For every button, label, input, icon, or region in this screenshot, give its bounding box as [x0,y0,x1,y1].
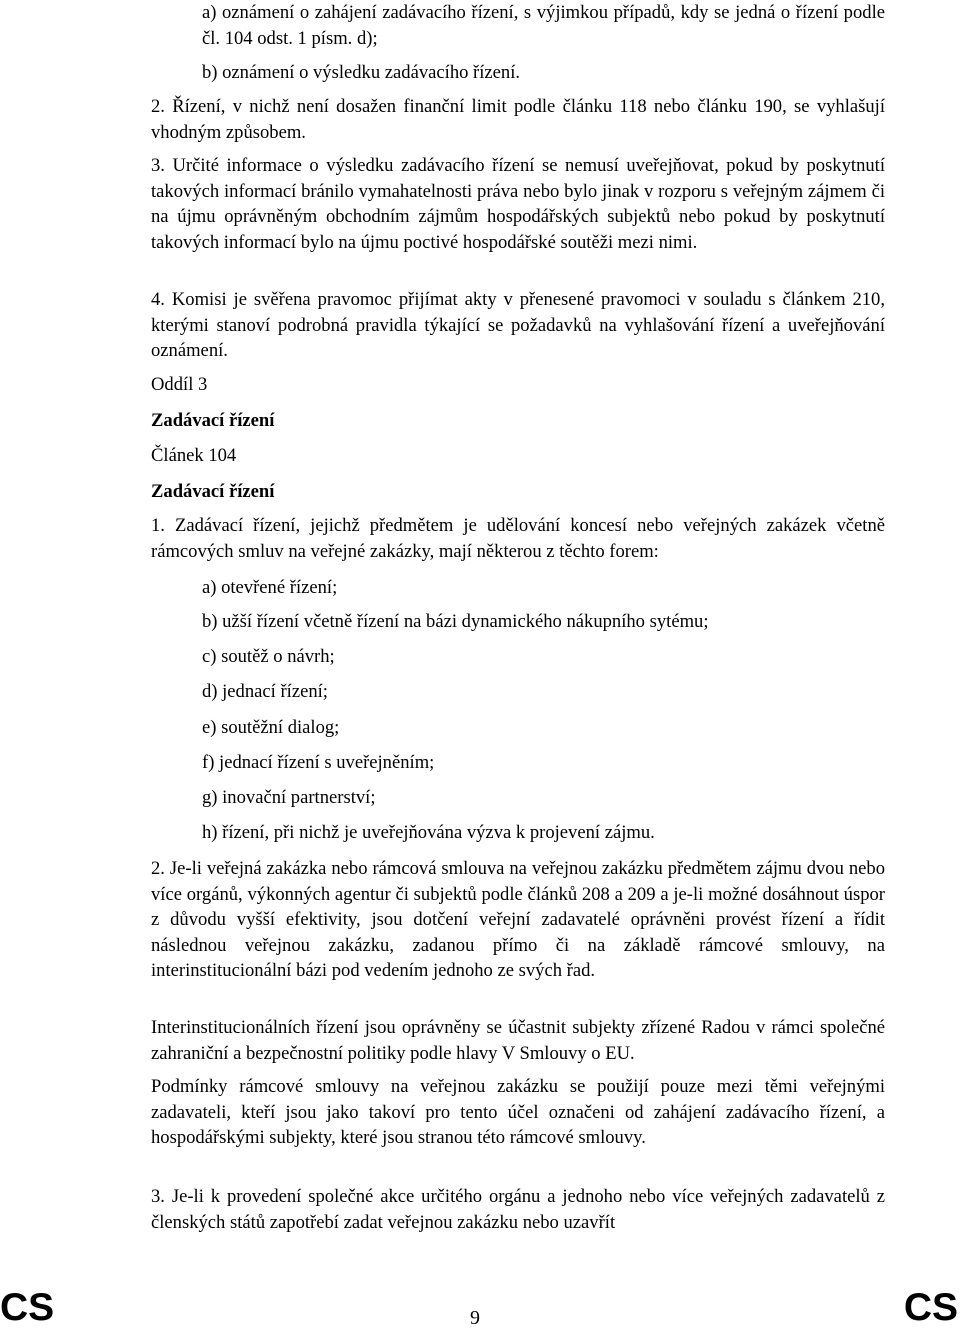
paragraph-4: 4. Komisi je svěřena pravomoc přijímat akty v přenesené pravomoci v souladu s článkem 210, kterými stanoví podrobná pravidla týkající se požadavků na vyhlašování řízení a uveřejňování oznámení. [151,289,885,361]
form-item-e: e) soutěžní dialog; [202,717,340,738]
form-item-g: g) inovační partnerství; [202,787,376,808]
footer-language-right: CS [903,1286,958,1329]
page-number: 9 [470,1307,480,1329]
form-item-h: h) řízení, při nichž je uveřejňována výzva k projevení zájmu. [202,822,655,843]
form-item-d: d) jednací řízení; [202,681,328,702]
framework-paragraph: Podmínky rámcové smlouvy na veřejnou zakázku se použijí pouze mezi těmi veřejnými zadavateli, kteří jsou jako takoví pro tento účel označeni od zahájení zadávacího řízení, a hospodářskými subjekty, které jsou stranou této rámcové smlouvy. [151,1076,885,1148]
form-item-a: a) otevřené řízení; [202,577,338,598]
article-paragraph-2: 2. Je-li veřejná zakázka nebo rámcová smlouva na veřejnou zakázku předmětem zájmu dvou nebo více orgánů, výkonných agentur či subjektů podle článků 208 a 209 a je-li možné dosáhnout úspor z důvodu vyšší efektivity, jsou dotčení veřejní zadavatelé oprávněni provést řízení a řídit následnou veřejnou zakázku, zadanou přímo či na základě rámcové smlouvy, na interinstitucionální bázi pod vedením jednoho ze svých řad. [151,858,885,981]
article-title: Zadávací řízení [151,481,275,502]
article-paragraph-3: 3. Je-li k provedení společné akce určitého orgánu a jednoho nebo více veřejných zadavatelů z členských států zapotřebí zadat veřejnou zakázku nebo uzavřít [151,1186,885,1233]
footer-language-left: CS [0,1286,55,1329]
paragraph-2: 2. Řízení, v nichž není dosažen finanční limit podle článku 118 nebo článku 190, se vyhlašují vhodným způsobem. [151,96,885,143]
paragraph-3: 3. Určité informace o výsledku zadávacího řízení se nemusí uveřejňovat, pokud by poskytnutí takových informací bránilo vymahatelnosti práva nebo bylo jinak v rozporu s veřejným zájmem či na újmu oprávněným obchodním zájmům hospodářských subjektů nebo pokud by poskytnutí takových informací bylo na újmu poctivé hospodářské soutěži mezi nimi. [151,155,885,253]
list-item-a: a) oznámení o zahájení zadávacího řízení, s výjimkou případů, kdy se jedná o řízení podle čl. 104 odst. 1 písm. d); [202,2,885,49]
form-item-b: b) užší řízení včetně řízení na bázi dynamického nákupního sytému; [202,611,709,632]
article-paragraph-1: 1. Zadávací řízení, jejichž předmětem je udělování koncesí nebo veřejných zakázek včetně rámcových smluv na veřejné zakázky, mají některou z těchto forem: [151,515,885,562]
article-label: Článek 104 [151,445,237,466]
form-item-f: f) jednací řízení s uveřejněním; [202,752,435,773]
form-item-c: c) soutěž o návrh; [202,646,335,667]
section-title: Zadávací řízení [151,410,275,431]
list-item-b: b) oznámení o výsledku zadávacího řízení. [202,62,521,83]
section-label: Oddíl 3 [151,374,208,395]
interinstitutional-paragraph: Interinstitucionálních řízení jsou oprávněny se účastnit subjekty zřízené Radou v rámci společné zahraniční a bezpečnostní politiky podle hlavy V Smlouvy o EU. [151,1017,885,1064]
